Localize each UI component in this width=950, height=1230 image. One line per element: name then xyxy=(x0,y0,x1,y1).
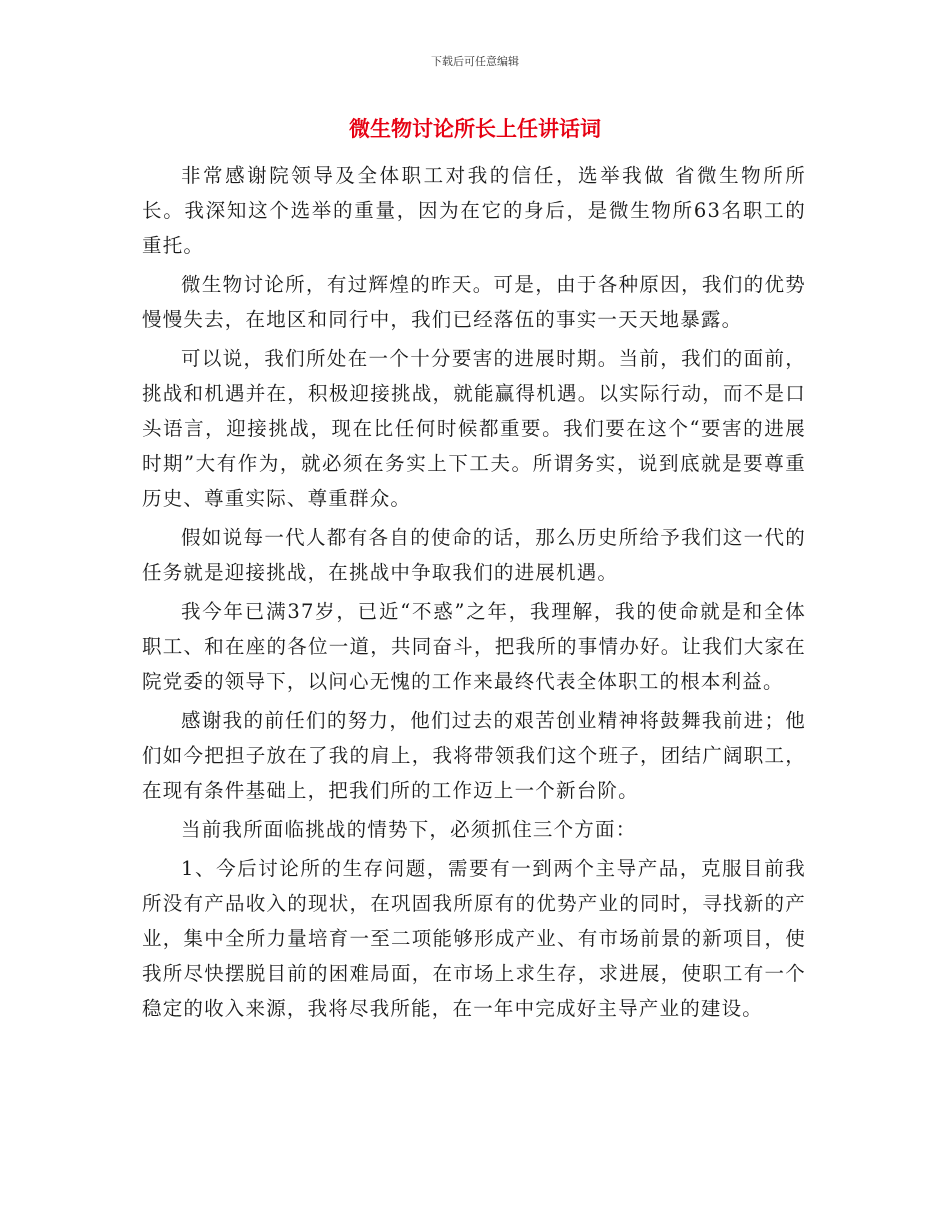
paragraph-6: 感谢我的前任们的努力，他们过去的艰苦创业精神将鼓舞我前进；他们如今把担子放在了我的肩上，我将带领我们这个班子，团结广阔职工，在现有条件基础上，把我们所的工作迈上一个新台阶。 xyxy=(142,709,806,802)
document-title: 微生物讨论所长上任讲话词 xyxy=(349,117,601,141)
document-body xyxy=(142,158,806,1030)
paragraph-8: 1、今后讨论所的生存问题，需要有一到两个主导产品，克服目前我所没有产品收入的现状，在巩固我所原有的优势产业的同时，寻找新的产业，集中全所力量培育一至二项能够形成产业、有市场前景的新项目，使我所尽快摆脱目前的困难局面，在市场上求生存，求进展，使职工有一个稳定的收入来源，我将尽我所能，在一年中完成好主导产业的建设。 xyxy=(142,857,806,1020)
paragraph-2: 微生物讨论所，有过辉煌的昨天。可是，由于各种原因，我们的优势慢慢失去，在地区和同行中，我们已经落伍的事实一天天地暴露。 xyxy=(142,273,806,331)
paragraph-3: 可以说，我们所处在一个十分要害的进展时期。当前，我们的面前，挑战和机遇并在，积极迎接挑战，就能赢得机遇。以实际行动，而不是口头语言，迎接挑战，现在比任何时候都重要。我们要在这个“要害的进展时期”大有作为，就必须在务实上下工夫。所谓务实，说到底就是要尊重历史、尊重实际、尊重群众。 xyxy=(142,347,806,510)
paragraph-4: 假如说每一代人都有各自的使命的话，那么历史所给予我们这一代的任务就是迎接挑战，在挑战中争取我们的进展机遇。 xyxy=(142,526,806,584)
paragraph-1: 非常感谢院领导及全体职工对我的信任，选举我做 省微生物所所长。我深知这个选举的重量，因为在它的身后，是微生物所63名职工的重托。 xyxy=(142,164,806,257)
paragraph-5: 我今年已满37岁，已近“不惑”之年，我理解，我的使命就是和全体职工、和在座的各位一道，共同奋斗，把我所的事情办好。让我们大家在院党委的领导下，以问心无愧的工作来最终代表全体职工的根本利益。 xyxy=(142,600,806,693)
header-note: 下载后可任意编辑 xyxy=(431,55,519,68)
paragraph-7: 当前我所面临挑战的情势下，必须抓住三个方面： xyxy=(181,818,637,841)
